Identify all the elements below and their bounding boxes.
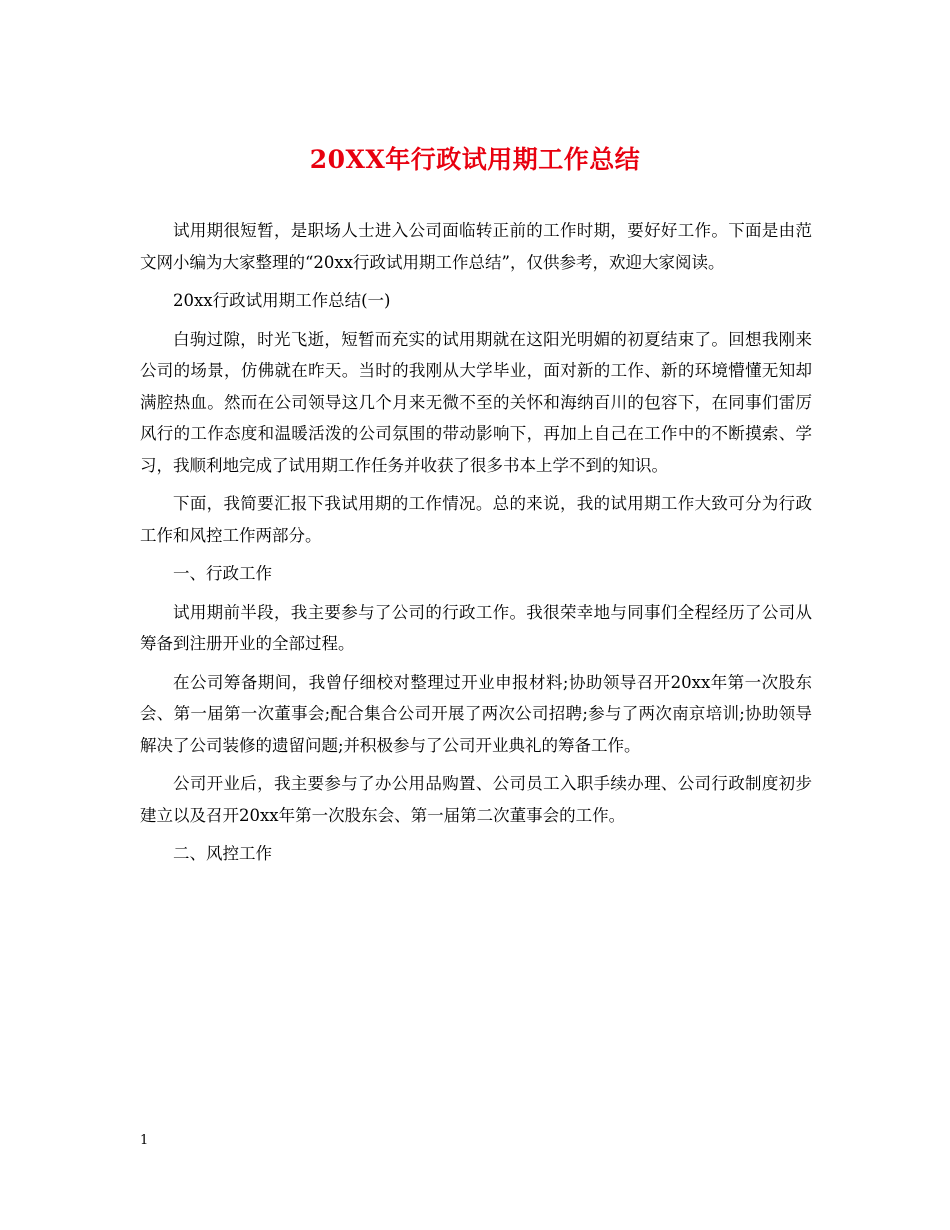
paragraph-reflection: 白驹过隙，时光飞逝，短暂而充实的试用期就在这阳光明媚的初夏结束了。回想我刚来公司的场景，仿佛就在昨天。当时的我刚从大学毕业，面对新的工作、新的环境懵懂无知却满腔热血。然而在公司领导这几个月来无微不至的关怀和海纳百川的包容下，在同事们雷厉风行的工作态度和温暖活泼的公司氛围的带动影响下，再加上自己在工作中的不断摸索、学习，我顺利地完成了试用期工作任务并收获了很多书本上学不到的知识。 (140, 329, 812, 475)
paragraph-preparation-period: 在公司筹备期间，我曾仔细校对整理过开业申报材料;协助领导召开20xx年第一次股东会、第一届第一次董事会;配合集合公司开展了两次公司招聘;参与了两次南京培训;协助领导解决了公司装修的遗留问题;并积极参与了公司开业典礼的筹备工作。 (140, 672, 812, 755)
page-number: 1 (140, 1133, 149, 1148)
paragraph-intro: 试用期很短暂，是职场人士进入公司面临转正前的工作时期，要好好工作。下面是由范文网小编为大家整理的“20xx行政试用期工作总结”，仅供参考，欢迎大家阅读。 (140, 221, 812, 272)
document-title: 20XX年行政试用期工作总结 (309, 145, 641, 174)
section-heading-part-one: 20xx行政试用期工作总结(一) (173, 291, 391, 310)
paragraph-overview: 下面，我简要汇报下我试用期的工作情况。总的来说，我的试用期工作大致可分为行政工作和风控工作两部分。 (140, 494, 812, 545)
section-heading-admin-work: 一、行政工作 (173, 564, 272, 583)
paragraph-after-opening: 公司开业后，我主要参与了办公用品购置、公司员工入职手续办理、公司行政制度初步建立以及召开20xx年第一次股东会、第一届第二次董事会的工作。 (140, 774, 812, 825)
paragraph-admin-first-half: 试用期前半段，我主要参与了公司的行政工作。我很荣幸地与同事们全程经历了公司从筹备到注册开业的全部过程。 (140, 602, 812, 653)
section-heading-risk-control: 二、风控工作 (173, 844, 272, 863)
document-body (140, 215, 812, 877)
